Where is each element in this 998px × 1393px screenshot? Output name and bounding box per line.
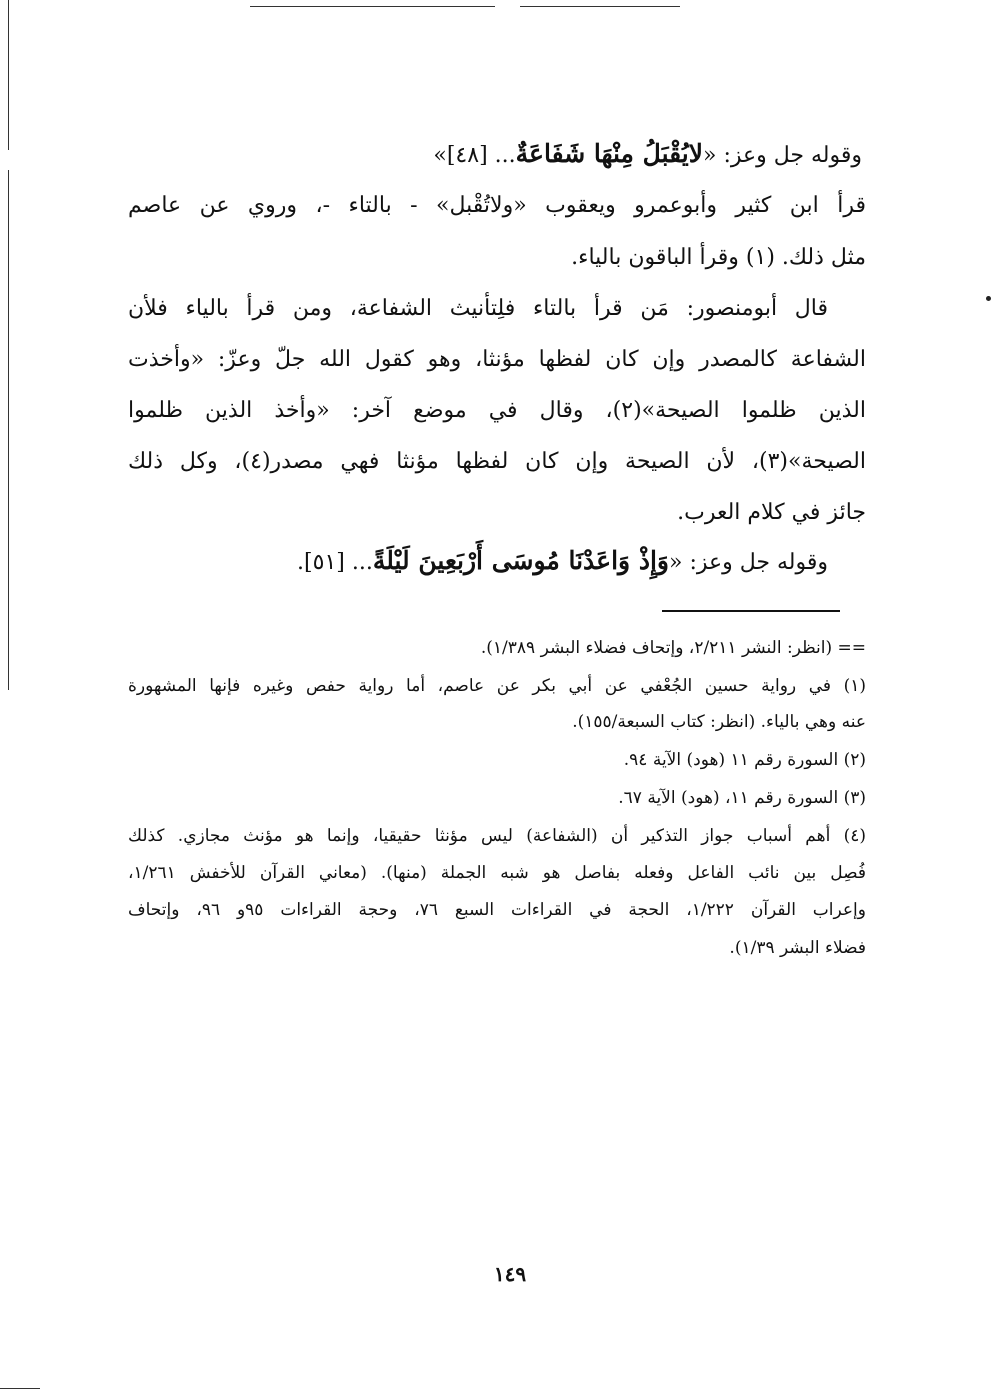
quran-verse: وَإِذْ وَاعَدْنَا مُوسَى أَرْبَعِينَ لَيْلَةً [372,546,669,575]
footnote-line: عنه وهي بالياء. (انظر: كتاب السبعة/١٥٥). [572,712,866,732]
page-number: ١٤٩ [493,1262,527,1286]
footnote-line: فُصِل بين نائب الفاعل وفعله بفاصل هو شبه الجملة (منها). (معاني القرآن للأخفش ١/٢٦١، [128,863,866,883]
footnote-line: وإعراب القرآن ١/٢٢٢، الحجة في القراءات السبع ٧٦، وحجة القراءات ٩٥و ٩٦، وإتحاف [128,900,866,920]
footnote-line: == (انظر: النشر ٢/٢١١، وإتحاف فضلاء البشر ١/٣٨٩). [480,638,866,658]
footnote-line: (٣) السورة رقم ١١، (هود) الآية ٦٧. [618,788,866,808]
text-line: جائز في كلام العرب. [677,500,866,525]
footnote-line: (٤) أهم أسباب جواز التذكير أن (الشفاعة) ليس مؤنثا حقيقيا، وإنما هو مؤنث مجازي. كذلك [128,826,866,846]
footnote-separator [662,610,840,612]
text-line: قال أبومنصور: مَن قرأ بالتاء فلِتأنيث الشفاعة، ومن قرأ بالياء فلأن [128,296,828,321]
text-line: الشفاعة كالمصدر وإن كان لفظها مؤنثا، وهو كقول الله جلّ وعزّ: «وأخذت [128,347,866,372]
footnote-line: فضلاء البشر ١/٣٩). [729,938,866,958]
text-line: الصيحة»(٣)، لأن الصيحة وإن كان لفظها مؤنثا فهي مصدر(٤)، وكل ذلك [128,449,866,474]
text-line: الذين ظلموا الصيحة»(٢)، وقال في موضع آخر: «وأخذ الذين ظلموا [128,398,866,423]
verse-intro: وقوله جل وعز: « [668,550,828,575]
verse-intro: وقوله جل وعز: « [702,143,862,168]
footnote-line: (٢) السورة رقم ١١ (هود) الآية ٩٤. [623,750,866,770]
verse-ref: ... [٥١]. [297,550,373,575]
text-line: قرأ ابن كثير وأبوعمرو ويعقوب «ولاتُقْبل» - بالتاء -، وروي عن عاصم [128,193,866,218]
verse-line-48 [124,136,862,174]
verse-line-51 [90,543,828,581]
verse-ref: ... [٤٨]» [433,143,516,168]
quran-verse: لايُقْبَلُ مِنْهَا شَفَاعَةٌ [515,139,703,168]
footnote-line: (١) في رواية حسين الجُعْفي عن أبي بكر عن عاصم، أما رواية حفص وغيره فإنها المشهورة [128,676,866,696]
text-line: مثل ذلك. (١) وقرأ الباقون بالياء. [571,245,866,270]
